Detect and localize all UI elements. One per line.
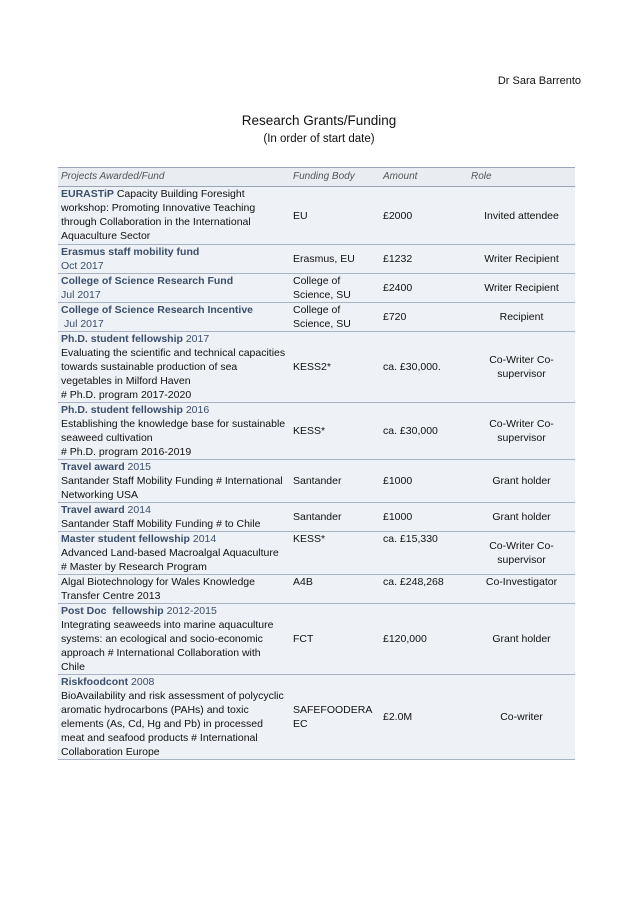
project-title-suffix: Capacity Building Foresight xyxy=(113,188,245,200)
amount-cell: ca. £15,330 xyxy=(380,532,468,575)
table-header-row xyxy=(58,168,575,187)
role-cell: Grant holder xyxy=(468,503,575,532)
table-row xyxy=(58,532,575,575)
amount-cell: ca. £30,000. xyxy=(380,332,468,403)
project-description: BioAvailability and risk assessment of polycyclic aromatic hydrocarbons (PAHs) and toxic elements (As, Cd, Hg and Pb) in processed meat and seafood products # International Collaboration Europe xyxy=(61,690,284,758)
project-cell xyxy=(58,675,290,760)
amount-cell: £720 xyxy=(380,303,468,332)
project-description: Integrating seaweeds into marine aquaculture systems: an ecological and socio-economic approach # International Collaboration with Chile xyxy=(61,619,274,673)
project-title: Erasmus staff mobility fund xyxy=(61,246,200,258)
project-cell xyxy=(58,245,290,274)
page-subtitle: (In order of start date) xyxy=(263,133,375,145)
project-year: 2016 xyxy=(185,404,210,416)
project-title: College of Science Research Fund xyxy=(61,275,234,287)
table-row xyxy=(58,675,575,760)
project-date: Jul 2017 xyxy=(61,289,101,301)
amount-cell: ca. £248,268 xyxy=(380,575,468,604)
table-row xyxy=(58,575,575,604)
project-cell xyxy=(58,503,290,532)
role-cell: Co-Writer Co-supervisor xyxy=(468,403,575,460)
funding-body-cell: Erasmus, EU xyxy=(290,245,380,274)
amount-cell: £2000 xyxy=(380,187,468,245)
project-note: # Ph.D. program 2017-2020 xyxy=(61,389,192,401)
role-cell: Co-writer xyxy=(468,675,575,760)
funding-body-cell: Santander xyxy=(290,460,380,503)
funding-body-cell: KESS2* xyxy=(290,332,380,403)
amount-cell: £1000 xyxy=(380,503,468,532)
role-cell: Grant holder xyxy=(468,460,575,503)
project-year: 2014 xyxy=(192,533,217,545)
project-description: Establishing the knowledge base for sustainable seaweed cultivation xyxy=(61,418,286,444)
funding-body-cell: College of Science, SU xyxy=(290,303,380,332)
author-name: Dr Sara Barrento xyxy=(497,75,581,87)
project-note: # Master by Research Program xyxy=(61,561,207,573)
project-title: Ph.D. student fellowship xyxy=(61,404,183,416)
project-description: Evaluating the scientific and technical capacities towards sustainable production of sea vegetables in Milford Haven xyxy=(61,347,286,387)
amount-cell: £1000 xyxy=(380,460,468,503)
role-cell: Co-Investigator xyxy=(468,575,575,604)
amount-cell: £2400 xyxy=(380,274,468,303)
project-cell xyxy=(58,332,290,403)
table-row xyxy=(58,274,575,303)
table-row xyxy=(58,245,575,274)
project-cell xyxy=(58,460,290,503)
table-row xyxy=(58,332,575,403)
amount-cell: ca. £30,000 xyxy=(380,403,468,460)
project-year: 2017 xyxy=(185,333,210,345)
project-cell xyxy=(58,187,290,245)
table-row xyxy=(58,604,575,675)
role-cell: Grant holder xyxy=(468,604,575,675)
project-cell xyxy=(58,532,290,575)
project-cell xyxy=(58,303,290,332)
project-cell xyxy=(58,604,290,675)
amount-cell: £1232 xyxy=(380,245,468,274)
project-title: Riskfoodcont xyxy=(61,676,129,688)
funding-body-cell: Santander xyxy=(290,503,380,532)
project-date: Jul 2017 xyxy=(64,318,104,330)
project-title: Master student fellowship xyxy=(61,533,190,545)
project-cell xyxy=(58,403,290,460)
amount-cell: £2.0M xyxy=(380,675,468,760)
role-cell: Recipient xyxy=(468,303,575,332)
funding-body-cell: EU xyxy=(290,187,380,245)
amount-cell: £120,000 xyxy=(380,604,468,675)
role-cell: Invited attendee xyxy=(468,187,575,245)
project-title: College of Science Research Incentive xyxy=(61,304,253,316)
project-title: Travel award xyxy=(61,461,125,473)
table-row xyxy=(58,503,575,532)
project-description: Santander Staff Mobility Funding # to Chile xyxy=(61,518,261,530)
funding-body-cell: FCT xyxy=(290,604,380,675)
project-description: Algal Biotechnology for Wales Knowledge Transfer Centre 2013 xyxy=(61,576,255,602)
project-year: 2015 xyxy=(127,461,151,473)
project-year: 2014 xyxy=(127,504,151,516)
funding-body-cell: A4B xyxy=(290,575,380,604)
table-row xyxy=(58,403,575,460)
funding-body-cell: KESS* xyxy=(290,403,380,460)
project-year: 2012-2015 xyxy=(166,605,217,617)
project-date: Oct 2017 xyxy=(61,260,104,272)
project-year: 2008 xyxy=(131,676,155,688)
project-description: Santander Staff Mobility Funding # International Networking USA xyxy=(61,475,283,501)
column-header-role: Role xyxy=(468,168,575,187)
role-cell: Co-Writer Co-supervisor xyxy=(468,532,575,575)
project-cell xyxy=(58,575,290,604)
project-cell xyxy=(58,274,290,303)
project-description: Advanced Land-based Macroalgal Aquaculture xyxy=(61,547,279,559)
project-title: Post Doc fellowship xyxy=(61,605,164,617)
role-cell: Writer Recipient xyxy=(468,274,575,303)
project-description: workshop: Promoting Innovative Teaching through Collaboration in the International Aquaculture Sector xyxy=(61,202,256,242)
funding-body-cell: College of Science, SU xyxy=(290,274,380,303)
role-cell: Writer Recipient xyxy=(468,245,575,274)
project-title: Ph.D. student fellowship xyxy=(61,333,183,345)
project-note: # Ph.D. program 2016-2019 xyxy=(61,446,192,458)
funding-body-cell: KESS* xyxy=(290,532,380,575)
column-header-project: Projects Awarded/Fund xyxy=(58,168,290,187)
grants-table xyxy=(58,167,575,760)
column-header-funding-body: Funding Body xyxy=(290,168,380,187)
table-row xyxy=(58,303,575,332)
role-cell: Co-Writer Co-supervisor xyxy=(468,332,575,403)
project-title: Travel award xyxy=(61,504,125,516)
table-row xyxy=(58,187,575,245)
column-header-amount: Amount xyxy=(380,168,468,187)
funding-body-cell: SAFEFOODERA EC xyxy=(290,675,380,760)
project-title: EURASTiP xyxy=(61,188,114,200)
table-row xyxy=(58,460,575,503)
page-title: Research Grants/Funding xyxy=(241,113,397,128)
